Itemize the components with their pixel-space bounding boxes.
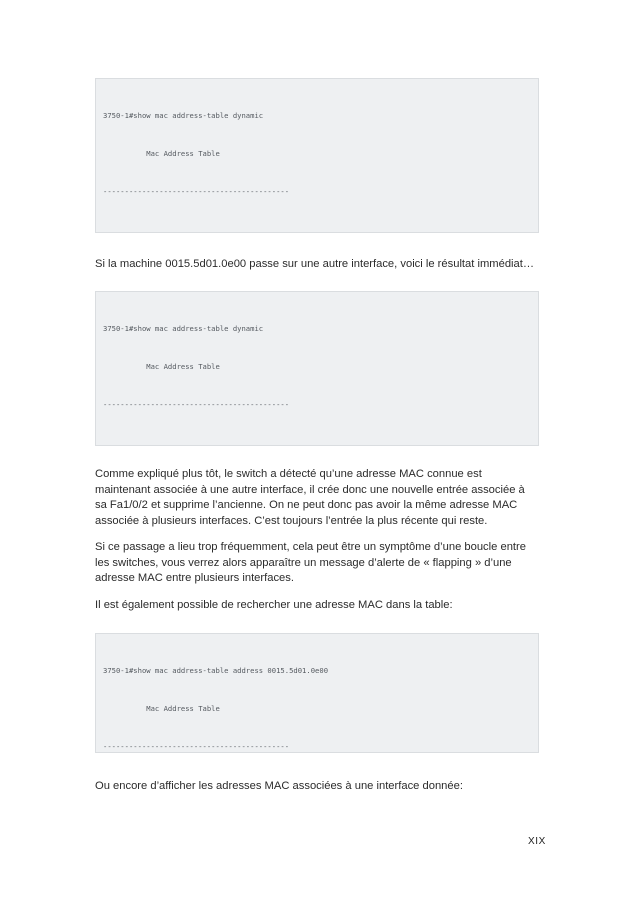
cli-line: [103, 438, 538, 446]
paragraph-line: Ou encore d’afficher les adresses MAC associées à une interface donnée:: [95, 780, 463, 792]
paragraph-line: adresse MAC entre plusieurs interfaces.: [95, 572, 294, 585]
paragraph-3: [95, 540, 545, 587]
paragraph-line: Si ce passage a lieu trop fréquemment, cela peut être un symptôme d’une boucle entre: [95, 541, 526, 553]
cli-line: Mac Address Table: [103, 361, 220, 371]
paragraph-line: Il est également possible de rechercher une adresse MAC dans la table:: [95, 599, 453, 611]
paragraph-2: [95, 467, 545, 529]
paragraph-1: [95, 257, 545, 273]
cli-line: 3750-1#show mac address-table dynamic: [103, 323, 264, 333]
cli-line: -------------------------------------------: [103, 400, 290, 410]
cli-line: Mac Address Table: [103, 703, 220, 713]
cli-output-block-1: [95, 78, 539, 233]
cli-line: 3750-1#show mac address-table dynamic: [103, 110, 264, 120]
cli-line: -------------------------------------------: [103, 187, 290, 197]
paragraph-line: maintenant associée à une autre interface, il crée donc une nouvelle entrée associée à: [95, 483, 525, 496]
paragraph-line: Si la machine 0015.5d01.0e00 passe sur une autre interface, voici le résultat immédiat…: [95, 258, 535, 270]
paragraph-5: [95, 779, 545, 795]
cli-line: Mac Address Table: [103, 148, 220, 158]
cli-output-block-3: [95, 633, 539, 753]
paragraph-line: sa Fa1/0/2 et supprime l’ancienne. On ne peut donc pas avoir la même adresse MAC: [95, 499, 518, 512]
paragraph-4: [95, 598, 545, 614]
cli-line: -------------------------------------------: [103, 742, 290, 752]
paragraph-line: associée à plusieurs interfaces. C’est toujours l’entrée la plus récente qui reste.: [95, 514, 488, 527]
cli-output-block-2: [95, 291, 539, 446]
cli-line: 3750-1#show mac address-table address 0015.5d01.0e00: [103, 665, 329, 675]
paragraph-line: Comme expliqué plus tôt, le switch a détecté qu’une adresse MAC connue est: [95, 468, 482, 480]
paragraph-line: les switches, vous verrez alors apparaître un message d’alerte de « flapping » d’une: [95, 556, 512, 569]
page-number: XIX: [528, 836, 546, 847]
cli-line: [103, 225, 538, 233]
